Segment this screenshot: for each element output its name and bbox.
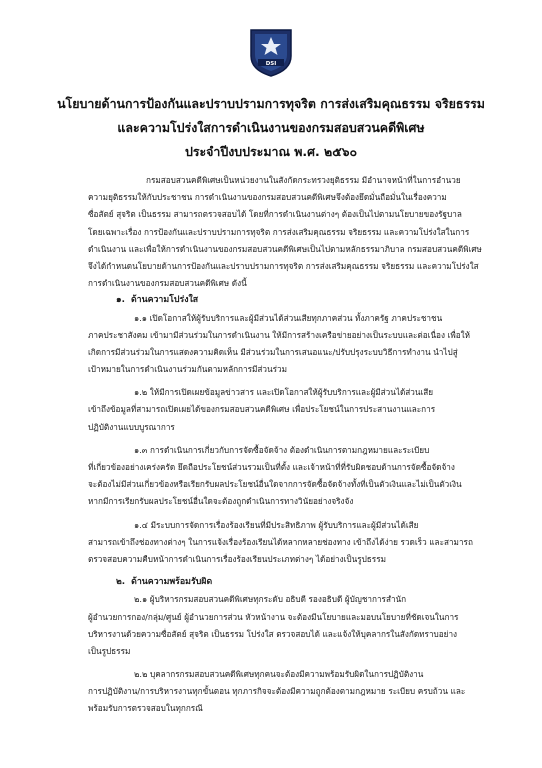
paragraph-line: สามารถเข้าถึงช่องทางต่างๆ ในการแจ้งเรื่องร้องเรียนได้หลากหลายช่องทาง เข้าถึงได้ง่าย รวดเร็ว และสามารถ bbox=[88, 536, 473, 547]
paragraph-line: ๑.๓ การดำเนินการเกี่ยวกับการจัดซื้อจัดจ้าง ต้องดำเนินการตามกฎหมายและระเบียบ bbox=[134, 444, 430, 455]
dsi-logo bbox=[248, 26, 294, 78]
paragraph-line: ตรวจสอบความคืบหน้าการดำเนินการเรื่องร้องเรียนประเภทต่างๆ ได้อย่างเป็นรูปธรรม bbox=[88, 553, 387, 564]
paragraph-line: ๒.๑ ผู้บริหารกรมสอบสวนคดีพิเศษทุกระดับ อธิบดี รองอธิบดี ผู้บัญชาการสำนัก bbox=[134, 594, 407, 605]
section1-item-3 bbox=[88, 442, 494, 511]
paragraph-line: ๑.๒ ให้มีการเปิดเผยข้อมูลข่าวสาร และเปิดโอกาสให้ผู้รับบริการและผู้มีส่วนได้ส่วนเสีย bbox=[134, 387, 434, 398]
section-heading-transparency bbox=[88, 292, 494, 309]
title-line: ประจำปีงบประมาณ พ.ศ. ๒๕๖๐ bbox=[184, 144, 358, 159]
paragraph-line: ภาคประชาสังคม เข้ามามีส่วนร่วมในการดำเนินงาน ให้มีการสร้างเครือข่ายอย่างเป็นระบบและต่อเนื่อง เพื่อให้ bbox=[88, 329, 471, 340]
paragraph-line: ซื่อสัตย์ สุจริต เป็นธรรม สามารถตรวจสอบได้ โดยที่การดำเนินงานต่างๆ ต้องเป็นไปตามนโยบายของรัฐบาล bbox=[88, 209, 462, 220]
paragraph-line: ที่เกี่ยวข้องอย่างเคร่งครัด ยึดถือประโยชน์ส่วนรวมเป็นที่ตั้ง และเจ้าหน้าที่ที่รับผิดชอบด้านการจัดซื้อจัดจ้าง bbox=[88, 462, 455, 472]
section1-item-2 bbox=[88, 384, 494, 436]
paragraph-line: เข้าถึงข้อมูลที่สามารถเปิดเผยได้ของกรมสอบสวนคดีพิเศษ เพื่อประโยชน์ในการประสานงานและการ bbox=[88, 404, 436, 415]
section-number: ๒. bbox=[116, 577, 126, 588]
shield-emblem-icon bbox=[248, 26, 294, 78]
paragraph-line: กรมสอบสวนคดีพิเศษเป็นหน่วยงานในสังกัดกระทรวงยุติธรรม มีอำนาจหน้าที่ในการอำนวย bbox=[146, 175, 461, 185]
title-line: นโยบายด้านการป้องกันและปราบปรามการทุจริต การส่งเสริมคุณธรรม จริยธรรม bbox=[57, 96, 485, 111]
document-title bbox=[0, 92, 542, 164]
section-heading-accountability bbox=[88, 574, 494, 591]
paragraph-line: เป็นรูปธรรม bbox=[88, 645, 131, 656]
paragraph-line: โดยเฉพาะเรื่อง การป้องกันและปราบปรามการทุจริต การส่งเสริมคุณธรรม จริยธรรม และความโปร่งใสในการ bbox=[88, 226, 470, 237]
paragraph-line: ๑.๔ มีระบบการจัดการเรื่องร้องเรียนที่มีประสิทธิภาพ ผู้รับบริการและผู้มีส่วนได้เสีย bbox=[134, 519, 419, 530]
section1-item-1 bbox=[88, 310, 494, 379]
paragraph-line: ปฏิบัติงานแบบบูรณาการ bbox=[88, 421, 175, 432]
paragraph-line: ๑.๑ เปิดโอกาสให้ผู้รับบริการและผู้มีส่วนได้ส่วนเสียทุกภาคส่วน ทั้งภาครัฐ ภาคประชาชน bbox=[134, 312, 443, 323]
paragraph-line: ๒.๒ บุคลากรกรมสอบสวนคดีพิเศษทุกคนจะต้องมีความพร้อมรับผิดในการปฏิบัติงาน bbox=[134, 669, 424, 680]
paragraph-line: เกิดการมีส่วนร่วมในการแสดงความคิดเห็น มีส่วนร่วมในการเสนอแนะ/ปรับปรุงระบบวิธีการทำงาน นำไปสู่ bbox=[88, 346, 458, 357]
section-title: ด้านความพร้อมรับผิด bbox=[131, 577, 213, 588]
intro-paragraph bbox=[88, 172, 494, 292]
paragraph-line: จะต้องไม่มีส่วนเกี่ยวข้องหรือเรียกรับผลประโยชน์อื่นใดจากการจัดซื้อจัดจ้างทั้งที่เป็นตัวเงินและไม่เป็นตัวเงิน bbox=[88, 479, 462, 490]
title-line: และความโปร่งใสการดำเนินงานของกรมสอบสวนคดีพิเศษ bbox=[117, 120, 425, 135]
paragraph-line: บริหารงานด้วยความซื่อสัตย์ สุจริต เป็นธรรม โปร่งใส ตรวจสอบได้ และแจ้งให้บุคลากรในสังกัดทราบอย่าง bbox=[88, 628, 458, 639]
paragraph-line: หากมีการเรียกรับผลประโยชน์อื่นใดจะต้องถูกดำเนินการทางวินัยอย่างจริงจัง bbox=[88, 496, 354, 507]
paragraph-line: ความยุติธรรมให้กับประชาชน การดำเนินงานของกรมสอบสวนคดีพิเศษจึงต้องยึดมั่นถือมั่นในเรื่องความ bbox=[88, 192, 447, 203]
section2-item-1 bbox=[88, 591, 494, 660]
section-number: ๑. bbox=[116, 295, 125, 306]
paragraph-line: พร้อมรับการตรวจสอบในทุกกรณี bbox=[88, 703, 203, 714]
logo-text: DSI bbox=[265, 61, 277, 67]
paragraph-line: ดำเนินงาน และเพื่อให้การดำเนินงานของกรมสอบสวนคดีพิเศษเป็นไปตามหลักธรรมาภิบาล กรมสอบสวนคดีพิเศษ bbox=[88, 243, 482, 254]
paragraph-line: เป้าหมายในการดำเนินงานร่วมกันตามหลักการมีส่วนร่วม bbox=[88, 364, 287, 375]
paragraph-line: ผู้อำนวยการกอง/กลุ่ม/ศูนย์ ผู้อำนวยการส่วน หัวหน้างาน จะต้องมีนโยบายและมอบนโยบายที่ชัดเจนในการ bbox=[88, 611, 459, 622]
section-title: ด้านความโปร่งใส bbox=[130, 295, 199, 306]
section2-item-2 bbox=[88, 666, 494, 718]
section1-item-4 bbox=[88, 517, 494, 569]
paragraph-line: จึงได้กำหนดนโยบายด้านการป้องกันและปราบปรามการทุจริต การส่งเสริมคุณธรรม จริยธรรม และความโปร่งใส bbox=[88, 260, 479, 271]
paragraph-line: การปฏิบัติงาน/การบริหารงานทุกขั้นตอน ทุกภารกิจจะต้องมีความถูกต้องตามกฎหมาย ระเบียบ ครบถ้วน และ bbox=[88, 686, 466, 697]
document-body bbox=[88, 172, 494, 718]
paragraph-line: การดำเนินงานของกรมสอบสวนคดีพิเศษ ดังนี้ bbox=[88, 278, 247, 289]
